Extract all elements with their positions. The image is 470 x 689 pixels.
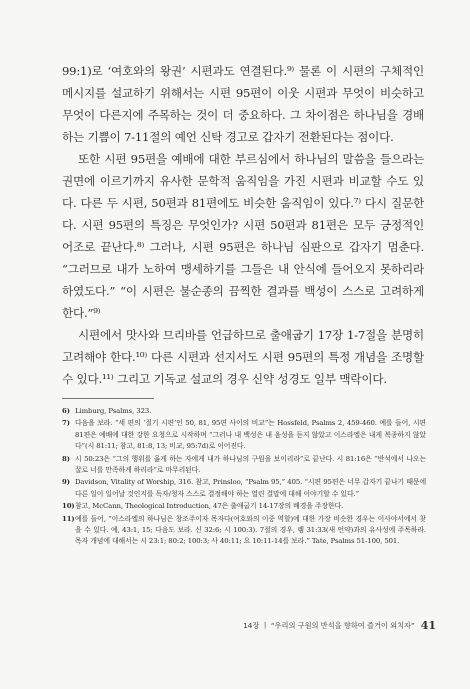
footnote-text: Davidson, Vitality of Worship, 316. 참고, Prinsloo, “Psalm 95,” 405. “시편 95편은 너무 갑자기 끝나기 때문에 다른 일이 일어날 것인지를 독자/청자 스스로 결정해야 하는 열린 결말에 대해 이야기할 수 있다.” [75, 478, 426, 498]
footnote-text: 다음을 보라. “세 편의 ‘절기 시편’인 50, 81, 95편 사이의 비교”는 Hossfeld, Psalms 2, 459-460. 예를 들어, 시편 81편은 예배에 대한 강한 요청으로 시작하며 “그러나 내 백성은 내 음성을 듣지 않았고 이스라엘은 내게 복종하지 않았다”(시 81:11; 참고, 81:8, 13; 비교, 95:7d)로 이어진다. [75, 419, 426, 451]
footnote-number: 10) [62, 502, 75, 511]
footnote-10 [62, 501, 426, 512]
footnote-9 [62, 477, 426, 500]
paragraph-1: 99:1)로 ‘여호와의 왕권’ 시편과도 연결된다.⁹⁾ 물론 이 시편의 구체적인 메시지를 설교하기 위해서는 시편 95편이 이웃 시편과 무엇이 비슷하고 무엇이 다른지에 주목하는 것이 더 중요하다. 그 차이점은 하나님을 경배하는 기쁨이 7-11절의 예언 신탁 경고로 갑자기 전환된다는 점이다. [62, 64, 424, 144]
footnote-number: 6) [62, 407, 70, 415]
footnote-7 [62, 418, 426, 452]
footnote-text: 시 50:23은 “그의 행위를 옳게 하는 자에게 내가 하나님의 구원을 보이리라”로 끝난다. 시 81:16은 “반석에서 나오는 꿀로 너를 만족하게 하리라”로 마무리된다. [75, 454, 426, 475]
paragraph-2: 또한 시편 95편을 예배에 대한 부르심에서 하나님의 말씀을 들으라는 권면에 이르기까지 유사한 문학적 움직임을 가진 시편과 비교할 수도 있다. 다른 두 시편, 50편과 81편에도 비슷한 움직임이 있다.⁷⁾ 다시 질문한다. 시편 95편의 특징은 무엇인가? 시편 50편과 81편은 모두 긍정적인 어조로 끝난다.⁸⁾ 그러나, 시편 95편은 하나님 심판으로 갑자기 멈춘다. “그러므로 내가 노하여 맹세하기를 그들은 내 안식에 들어오지 못하리라 하였도다.” “이 시편은 불순종의 끔찍한 결과를 백성이 스스로 고려하게 한다.”⁹⁾ [62, 152, 424, 320]
running-footer [236, 619, 436, 632]
footnote-8 [62, 454, 426, 477]
main-text [62, 60, 424, 390]
footnote-text: 참고, McCann, Theological Introduction, 47은 출애굽기 14-17장의 배경을 주장한다. [75, 502, 344, 511]
paragraph-3: 시편에서 맛사와 므리바를 언급하므로 출애굽기 17장 1-7절을 분명히 고려해야 한다.¹⁰⁾ 다른 시편과 선지서도 시편 95편의 특정 개념을 조명할 수 있다.¹¹⁾ 그리고 기독교 설교의 경우 신약 성경도 일부 맥락이다. [62, 328, 424, 386]
footnote-number: 8) [62, 454, 70, 463]
footnote-11 [62, 514, 426, 548]
footnote-text: Limburg, Psalms, 323. [75, 407, 152, 415]
page-number: 41 [420, 619, 436, 632]
chapter-title: 14장 ㅣ “우리의 구원의 반석을 향하여 즐거이 외치자” [243, 620, 415, 630]
footnote-number: 7) [62, 419, 70, 428]
footnote-text: 예를 들어, “이스라엘의 하나님은 창조주이자 목자다(여호와의 이중 역할)에 대한 가장 비슷한 경우는 이사야서에서 찾을 수 있다. 예, 43:1, 15; 다음도 보라. 신 32:6; 시 100:3). 7절의 경우, 렘 31:33(새 언약)과의 유사성에 주목하라. 목자 개념에 대해서는 시 23:1; 80:2; 100:3; 사 40:11; 요 10:11-14를 보라.” Tate, Psalms 51-100, 501. [75, 514, 426, 546]
footnote-6 [62, 406, 426, 417]
footnote-number: 11) [62, 514, 75, 523]
footnote-divider [62, 398, 154, 399]
footnote-number: 9) [62, 478, 70, 487]
footnotes [62, 406, 426, 549]
